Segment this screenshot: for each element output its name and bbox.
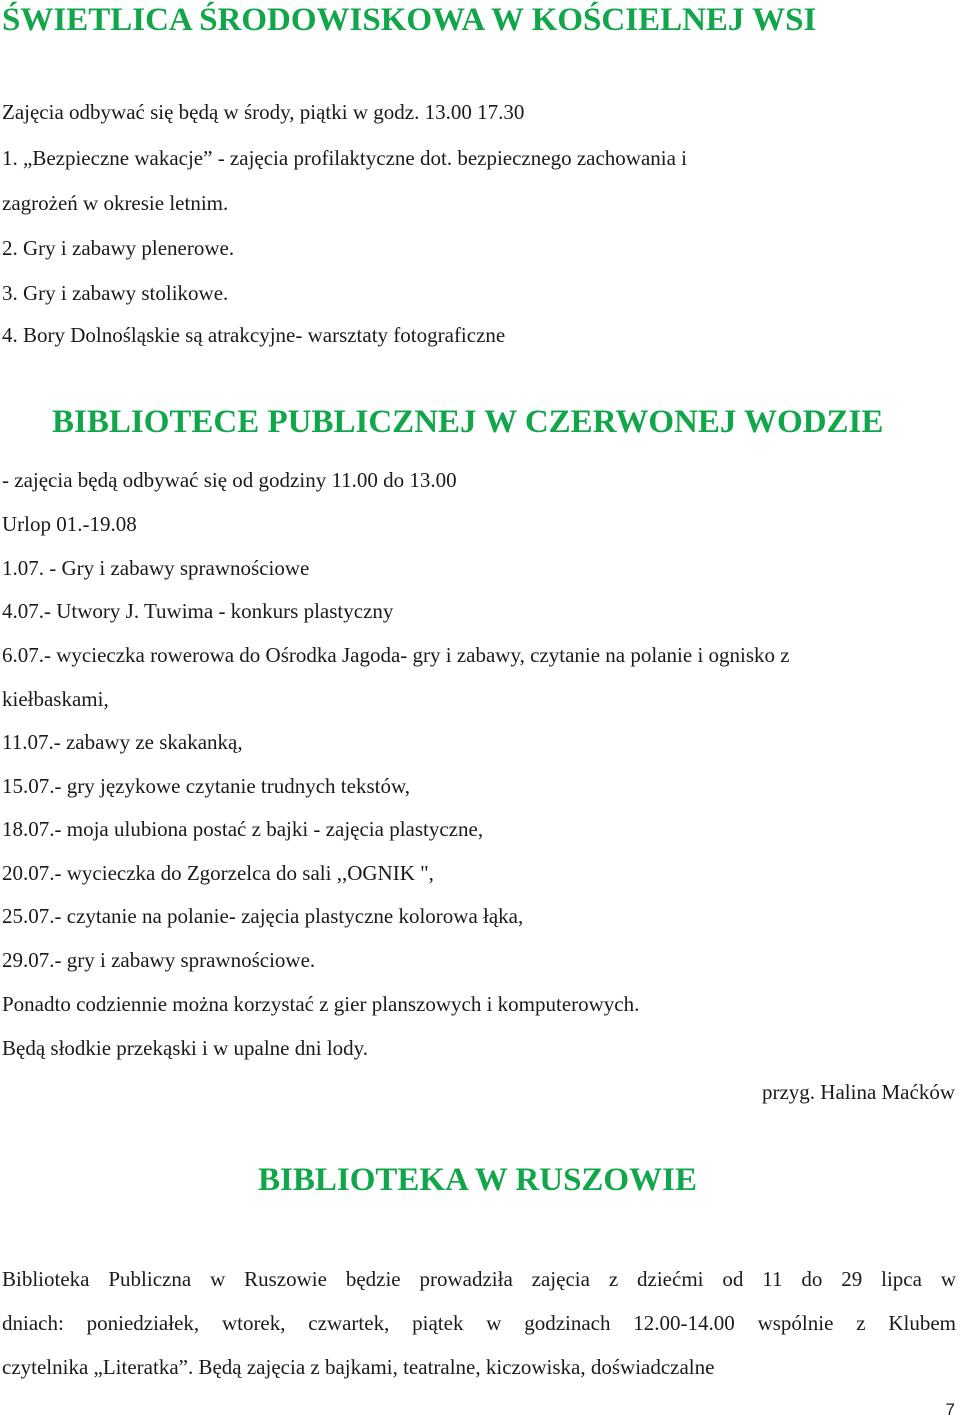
paragraph-line: dniach: poniedziałek, wtorek, czwartek, piątek w godzinach 12.00-14.00 wspólnie z Klubem xyxy=(2,1311,956,1335)
event-line: 11.07.- zabawy ze skakanką, xyxy=(2,730,243,754)
event-line: 20.07.- wycieczka do Zgorzelca do sali ,,OGNIK ", xyxy=(2,861,434,885)
event-line: 18.07.- moja ulubiona postać z bajki - zajęcia plastyczne, xyxy=(2,817,484,841)
list-item: 2. Gry i zabawy plenerowe. xyxy=(2,236,235,260)
section-title-biblioteka-czerwona-woda: BIBLIOTECE PUBLICZNEJ W CZERWONEJ WODZIE xyxy=(52,404,884,440)
paragraph-line: czytelnika „Literatka”. Będą zajęcia z bajkami, teatralne, kiczowiska, doświadczalne xyxy=(2,1355,715,1379)
event-line: 25.07.- czytanie na polanie- zajęcia plastyczne kolorowa łąka, xyxy=(2,904,524,928)
event-line: 6.07.- wycieczka rowerowa do Ośrodka Jagoda- gry i zabawy, czytanie na polanie i ognisko z xyxy=(2,643,790,667)
list-item: 1. „Bezpieczne wakacje” - zajęcia profilaktyczne dot. bezpiecznego zachowania i xyxy=(2,146,688,170)
paragraph-line: Biblioteka Publiczna w Ruszowie będzie prowadziła zajęcia z dziećmi od 11 do 29 lipca w xyxy=(2,1267,956,1291)
section-title-swietlica: ŚWIETLICA ŚRODOWISKOWA W KOŚCIELNEJ WSI xyxy=(2,2,817,38)
hours-line: - zajęcia będą odbywać się od godziny 11.00 do 13.00 xyxy=(2,468,457,492)
event-line: 4.07.- Utwory J. Tuwima - konkurs plastyczny xyxy=(2,599,394,623)
list-item-continuation: zagrożeń w okresie letnim. xyxy=(2,191,229,215)
schedule-line: Zajęcia odbywać się będą w środy, piątki w godz. 13.00 17.30 xyxy=(2,100,525,124)
vacation-line: Urlop 01.-19.08 xyxy=(2,512,137,536)
note-line: Ponadto codziennie można korzystać z gier planszowych i komputerowych. xyxy=(2,992,640,1016)
page-number: 7 xyxy=(945,1400,955,1419)
event-line-continuation: kiełbaskami, xyxy=(2,687,109,711)
event-line: 29.07.- gry i zabawy sprawnościowe. xyxy=(2,948,316,972)
section-title-biblioteka-ruszow: BIBLIOTEKA W RUSZOWIE xyxy=(258,1162,697,1198)
event-line: 15.07.- gry językowe czytanie trudnych tekstów, xyxy=(2,774,411,798)
signature: przyg. Halina Maćków xyxy=(761,1080,955,1104)
list-item: 3. Gry i zabawy stolikowe. xyxy=(2,281,229,305)
note-line: Będą słodkie przekąski i w upalne dni lody. xyxy=(2,1036,369,1060)
event-line: 1.07. - Gry i zabawy sprawnościowe xyxy=(2,556,310,580)
list-item: 4. Bory Dolnośląskie są atrakcyjne- warsztaty fotograficzne xyxy=(2,323,506,347)
